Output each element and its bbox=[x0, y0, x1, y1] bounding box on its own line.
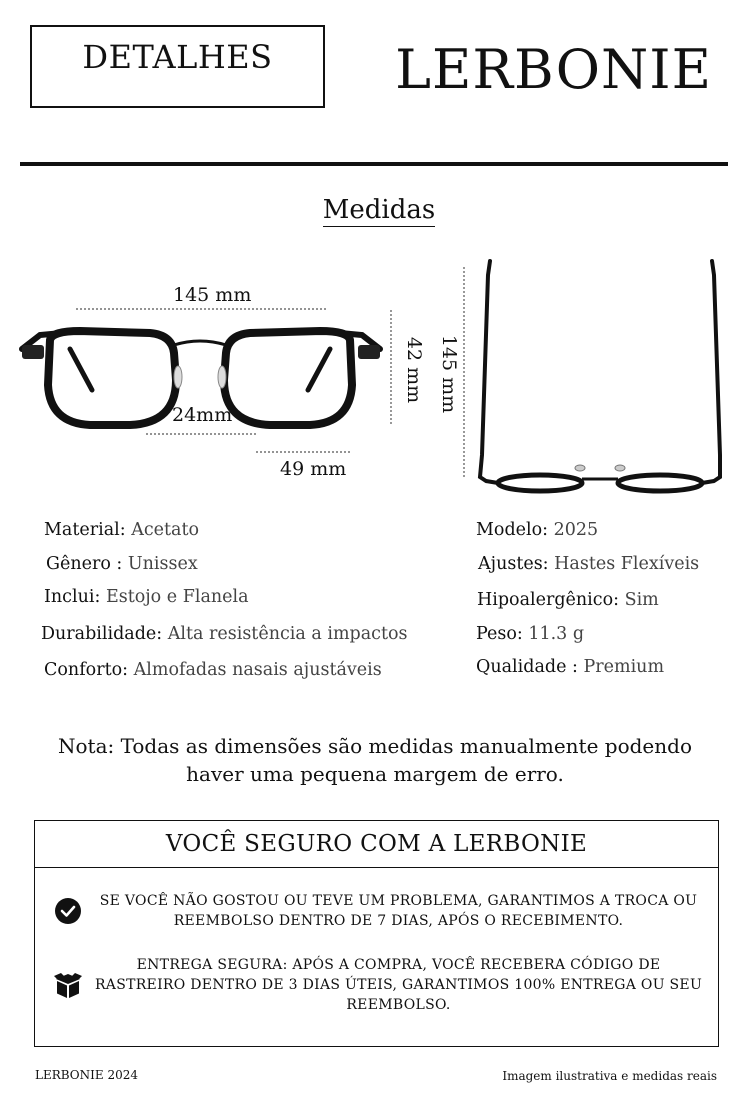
total-width-label: 145 mm bbox=[173, 284, 252, 306]
bridge-label: 24mm bbox=[172, 404, 233, 426]
section-label-box bbox=[30, 25, 325, 108]
spec-material: Material: Acetato bbox=[44, 520, 200, 540]
spec-hypoallergenic: Hipoalergênico: Sim bbox=[477, 590, 659, 610]
spec-comfort: Conforto: Almofadas nasais ajustáveis bbox=[44, 660, 382, 680]
guarantee-delivery-text: ENTREGA SEGURA: APÓS A COMPRA, VOCÊ RECEBERA CÓDIGO DE RASTREIRO DENTRO DE 3 DIAS ÚTEIS, GARANTIMOS 100% ENTREGA OU SEU REEMBOLSO. bbox=[94, 957, 703, 1013]
measurement-note: Nota: Todas as dimensões são medidas manualmente podendo haver uma pequena margem de erro. bbox=[58, 734, 692, 786]
footer-disclaimer: Imagem ilustrativa e medidas reais bbox=[502, 1069, 717, 1083]
glasses-side-illustration bbox=[430, 245, 730, 495]
guarantee-return-text: SE VOCÊ NÃO GOSTOU OU TEVE UM PROBLEMA, GARANTIMOS A TROCA OU REEMBOLSO DENTRO DE 7 DIAS, APÓS O RECEBIMENTO. bbox=[99, 893, 698, 929]
guarantee-item-return bbox=[35, 891, 718, 931]
header-divider bbox=[20, 162, 728, 166]
box-icon bbox=[53, 970, 83, 1000]
spec-durability: Durabilidade: Alta resistência a impactos bbox=[41, 624, 408, 644]
lens-height-label: 42 mm bbox=[403, 336, 426, 404]
spec-weight: Peso: 11.3 g bbox=[476, 624, 585, 644]
footer-copyright: LERBONIE 2024 bbox=[35, 1068, 138, 1082]
brand-logo-text: LERBONIE bbox=[395, 38, 712, 101]
temple-length-label: 145 mm bbox=[438, 334, 461, 414]
guarantee-title: VOCÊ SEGURO COM A LERBONIE bbox=[35, 821, 718, 868]
spec-gender: Gênero : Unissex bbox=[46, 554, 198, 574]
guarantee-item-delivery bbox=[35, 957, 718, 1013]
glasses-front-illustration bbox=[0, 245, 420, 495]
section-label: DETALHES bbox=[82, 37, 273, 76]
spec-includes: Inclui: Estojo e Flanela bbox=[44, 587, 249, 607]
lens-width-label: 49 mm bbox=[280, 458, 347, 480]
guarantee-box bbox=[34, 820, 719, 1047]
spec-model: Modelo: 2025 bbox=[476, 520, 599, 540]
check-circle-icon bbox=[53, 896, 83, 926]
spec-adjustments: Ajustes: Hastes Flexíveis bbox=[478, 554, 700, 574]
measurements-title: Medidas bbox=[322, 195, 436, 225]
spec-quality: Qualidade : Premium bbox=[476, 657, 665, 677]
